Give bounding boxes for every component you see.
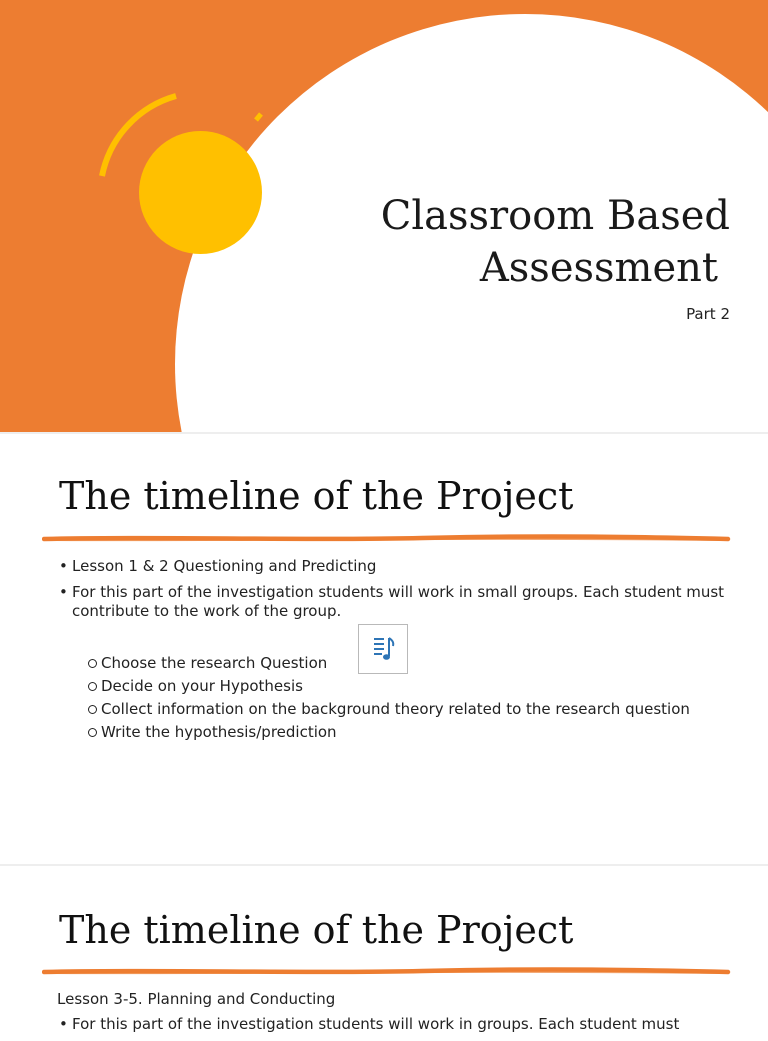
slide-subtitle: Part 2 — [686, 305, 730, 323]
brush-stroke-underline — [42, 965, 732, 979]
sun-circle-shape — [139, 131, 262, 254]
title-line-1: Classroom Based — [380, 193, 730, 239]
bullet-item: • Lesson 1 & 2 Questioning and Predicting — [57, 557, 732, 576]
slide-title — [310, 190, 730, 294]
bullet-item: • For this part of the investigation students will work in groups. Each student must — [57, 1015, 732, 1034]
slide-divider — [0, 432, 768, 434]
slide3-heading: The timeline of the Project — [59, 908, 574, 952]
slide3-intro-text: Lesson 3-5. Planning and Conducting — [57, 990, 336, 1008]
slide-divider — [0, 864, 768, 866]
slide2-heading: The timeline of the Project — [59, 474, 574, 518]
slide2-bullet-list — [57, 557, 732, 628]
bullet-item: • For this part of the investigation students will work in small groups. Each student must contribute to the work of the group. — [57, 583, 732, 621]
sub-list-item: Choose the research Question — [88, 652, 690, 675]
slide2-sub-list — [88, 652, 690, 744]
slide3-bullet-list — [57, 1015, 732, 1041]
sub-list-item: Write the hypothesis/prediction — [88, 721, 690, 744]
sub-list-item: Collect information on the background theory related to the research question — [88, 698, 690, 721]
brush-stroke-underline — [42, 532, 732, 546]
title-slide — [0, 0, 768, 432]
sub-list-item: Decide on your Hypothesis — [88, 675, 690, 698]
title-line-2: Assessment — [479, 245, 718, 291]
